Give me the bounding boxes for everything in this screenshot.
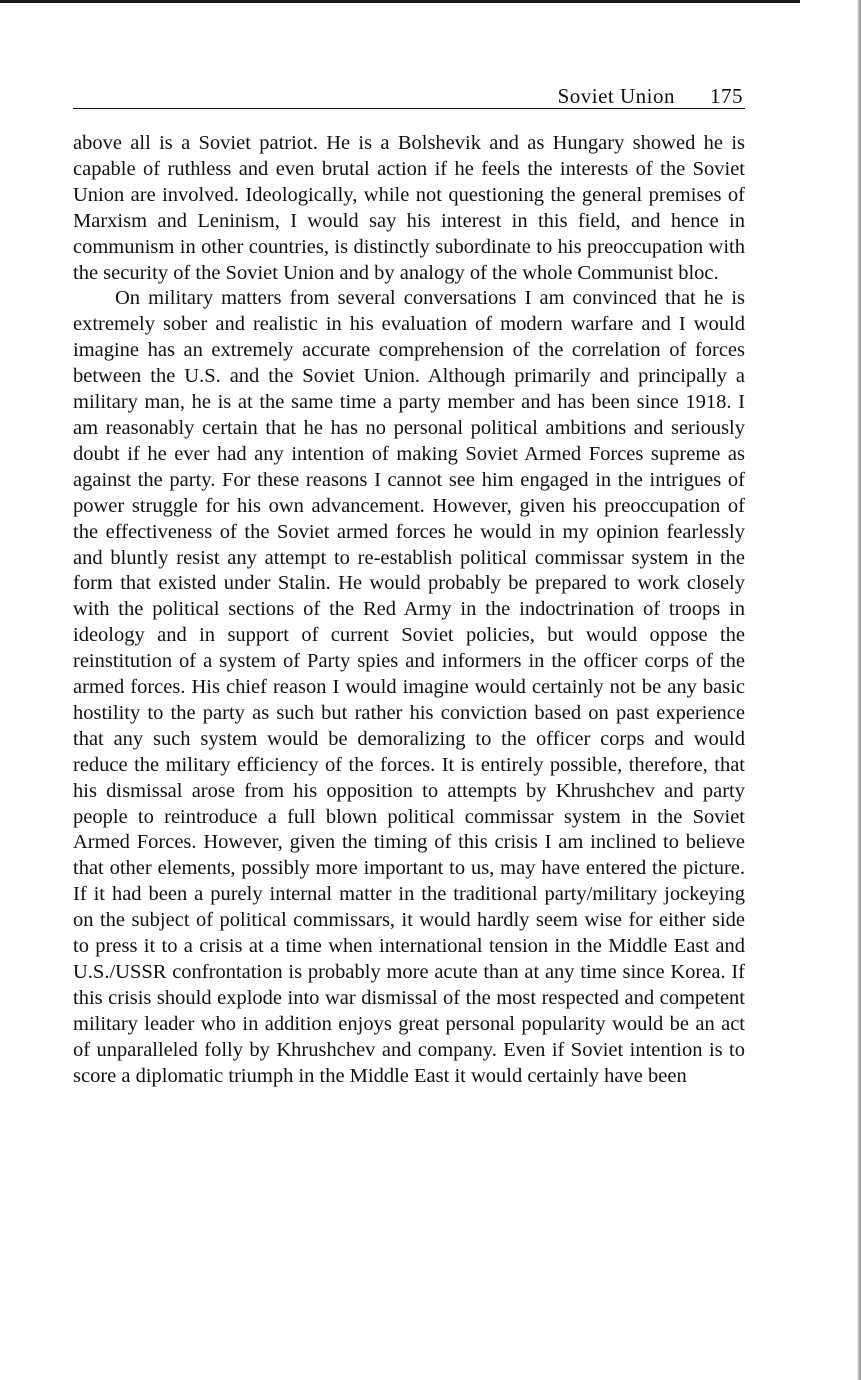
page-number: 175 [710,84,743,108]
paragraph-military-matters: On military matters from several conversations I am convinced that he is extremely sober and realistic in his evaluation of modern warfare and I would imagine has an extremely accurate comprehension of the correlation of forces between the U.S. and the Soviet Union. Although primarily and principally a military man, he is at the same time a party member and has been since 1918. I am reasonably certain that he has no personal political ambitions and seriously doubt if he ever had any intention of making Soviet Armed Forces supreme as against the party. For these reasons I cannot see him engaged in the intrigues of power struggle for his own advancement. However, given his preoccupation of the effectiveness of the Soviet armed forces he would in my opinion fearlessly and bluntly resist any attempt to re-establish political commissar system in the form that existed under Stalin. He would probably be prepared to work closely with the political sections of the Red Army in the indoctrination of troops in ideology and in support of current Soviet policies, but would oppose the reinstitution of a system of Party spies and informers in the officer corps of the armed forces. His chief reason I would imagine would certainly not be any basic hostility to the party as such but rather his conviction based on past experience that any such system would be demoralizing to the officer corps and would reduce the military efficiency of the forces. It is entirely possible, therefore, that his dismissal arose from his opposition to attempts by Khrushchev and party people to reintroduce a full blown political commissar system in the Soviet Armed Forces. However, given the timing of this crisis I am inclined to believe that other elements, possibly more important to us, may have entered the picture. If it had been a purely internal matter in the traditional party/military jockeying on the subject of political commissars, it would hardly seem wise for either side to press it to a crisis at a time when international tension in the Middle East and U.S./USSR confrontation is probably more acute than at any time since Korea. If this crisis should explode into war dismissal of the most respected and competent military leader who in addition enjoys great personal popularity would be an act of unparalleled folly by Khrushchev and company. Even if Soviet intention is to score a diplomatic triumph in the Middle East it would certainly have been [73,287,745,1087]
paragraph-continuation: above all is a Soviet patriot. He is a Bolshevik and as Hungary showed he is capable of ruthless and even brutal action if he feels the interests of the Soviet Union are involved. Ideologically, while not questioning the general premises of Marxism and Leninism, I would say his interest in this field, and hence in communism in other countries, is distinctly subordinate to his preoccupation with the security of the Soviet Union and by analogy of the whole Communist bloc. [73,132,745,284]
page-edge-shadow [857,0,861,1380]
top-border-rule [0,0,800,3]
running-head: Soviet Union [557,84,675,108]
body-text [73,131,745,1090]
page-header [73,84,745,109]
